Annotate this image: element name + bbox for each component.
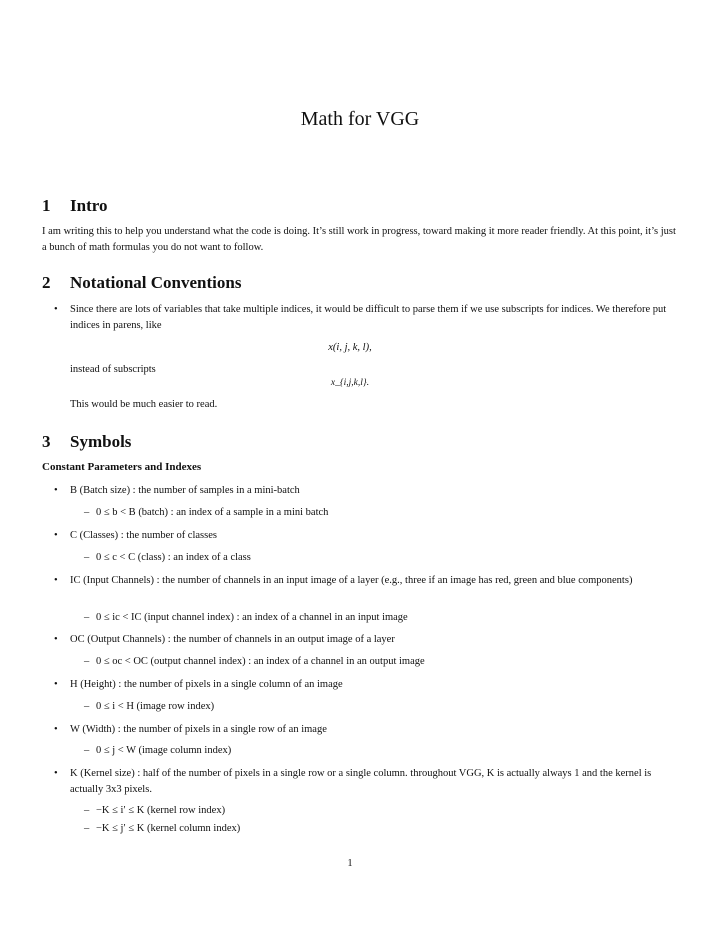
symbol-item (54, 632, 678, 648)
symbol-subitem: – 0 ≤ i < H (image row index) (84, 699, 678, 715)
symbol-text: IC (Input Channels) : the number of channels in an input image of a layer (e.g., three if an image has red, green and blue components) (70, 575, 633, 586)
dash-icon: – (84, 701, 90, 712)
section-heading-notation (42, 273, 241, 293)
section-title: Notational Conventions (70, 273, 242, 292)
dash-icon: – (84, 656, 90, 667)
section-heading-intro (42, 196, 107, 216)
instead-text: instead of subscripts (70, 364, 156, 375)
dash-icon: – (84, 552, 90, 563)
symbol-item (54, 483, 678, 499)
symbol-subitem: – 0 ≤ oc < OC (output channel index) : an index of a channel in an output image (84, 654, 678, 670)
bullet-icon: • (54, 724, 58, 735)
dash-icon: – (84, 823, 90, 834)
document-title: Math for VGG (300, 108, 420, 130)
easier-text: This would be much easier to read. (70, 399, 218, 410)
bullet-icon: • (54, 485, 58, 496)
symbol-item (54, 766, 678, 798)
dash-icon: – (84, 805, 90, 816)
symbol-subitem: – −K ≤ j′ ≤ K (kernel column index) (84, 821, 678, 837)
symbol-text: OC (Output Channels) : the number of channels in an output image of a layer (70, 634, 395, 645)
section-number: 2 (42, 273, 51, 292)
bullet-icon: • (54, 679, 58, 690)
formula-parens: x(i, j, k, l), (328, 342, 372, 353)
bullet-icon: • (54, 768, 58, 779)
section-number: 1 (42, 196, 51, 215)
symbol-item (54, 528, 678, 544)
bullet-icon: • (54, 634, 58, 645)
symbol-text: K (Kernel size) : half of the number of pixels in a single row or a single column. throughout VGG, K is actually always 1 and the kernel is actually 3x3 pixels. (70, 768, 652, 795)
symbol-text: C (Classes) : the number of classes (70, 530, 217, 541)
page-number: 1 (347, 858, 353, 869)
notation-bullet (54, 302, 678, 334)
bullet-text: Since there are lots of variables that take multiple indices, it would be difficult to parse them if we use subscripts for indices. We therefore put indices in parens, like (70, 304, 667, 331)
symbol-item (54, 573, 678, 589)
symbol-subitem: – 0 ≤ ic < IC (input channel index) : an index of a channel in an input image (84, 610, 678, 626)
bullet-icon: • (54, 530, 58, 541)
bullet-icon: • (54, 575, 58, 586)
symbol-text: H (Height) : the number of pixels in a single column of an image (70, 679, 343, 690)
section-title: Symbols (70, 432, 132, 451)
symbol-item (54, 677, 678, 693)
symbol-item (54, 722, 678, 738)
symbol-text: W (Width) : the number of pixels in a single row of an image (70, 724, 327, 735)
symbol-subitem: – −K ≤ i′ ≤ K (kernel row index) (84, 803, 678, 819)
symbol-text: B (Batch size) : the number of samples in a mini-batch (70, 485, 300, 496)
dash-icon: – (84, 507, 90, 518)
subheading-constants: Constant Parameters and Indexes (42, 461, 202, 473)
section-number: 3 (42, 432, 51, 451)
dash-icon: – (84, 612, 90, 623)
intro-paragraph: I am writing this to help you understand what the code is doing. It’s still work in progress, toward making it more reader friendly. At this point, it’s just a bunch of math formulas you do not want to follow. (42, 226, 676, 253)
section-heading-symbols (42, 432, 131, 452)
symbol-subitem: – 0 ≤ b < B (batch) : an index of a sample in a mini batch (84, 505, 678, 521)
formula-subscripts: x_{i,j,k,l}. (330, 378, 370, 388)
bullet-icon: • (54, 304, 58, 315)
dash-icon: – (84, 745, 90, 756)
symbol-subitem: – 0 ≤ c < C (class) : an index of a class (84, 550, 678, 566)
section-title: Intro (70, 196, 108, 215)
symbol-subitem: – 0 ≤ j < W (image column index) (84, 743, 678, 759)
